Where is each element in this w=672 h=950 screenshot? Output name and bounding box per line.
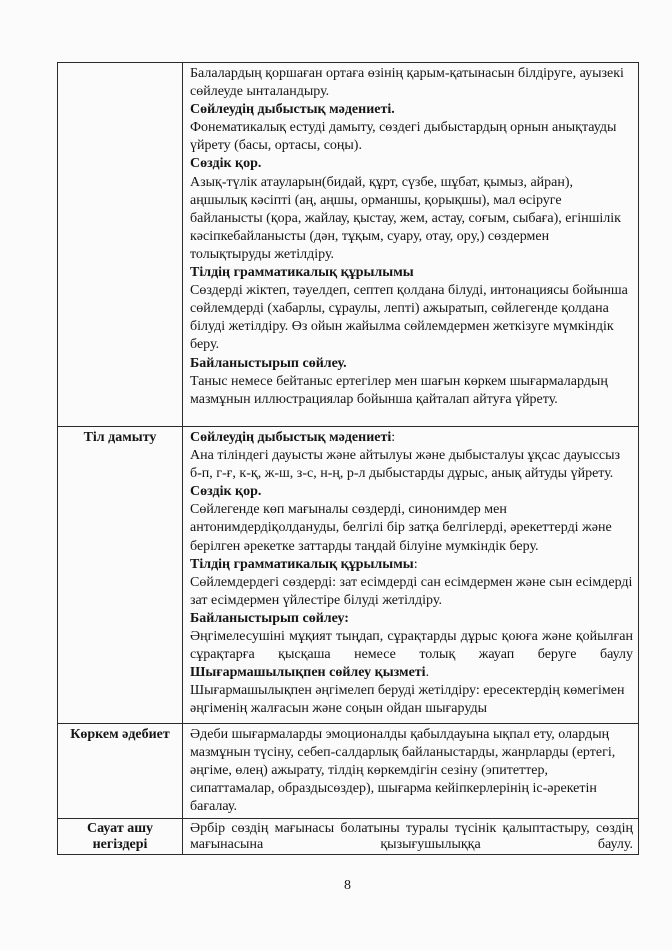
bold-heading-text: Тілдің грамматикалық құрылымы: [190, 265, 414, 281]
row-label-cell: [58, 427, 183, 724]
paragraph: [190, 355, 633, 373]
text-segment: Сөйлегенде көп мағыналы сөздерді, синонимдер мен антонимдердіқолдануды, белгілі бір затқа белгілерді, әрекеттерді және берілген әрекетке заттарды таңдай білуіне мумкіндік беру.: [190, 502, 612, 554]
text-segment: Ана тіліндегі дауысты және айтылуы және дыбысталуы ұқсас дауыссыз б-п, г-ғ, к-қ, ж-ш, з-с, н-ң, р-л дыбыстарды дұрыс, анық айтуды үйрету.: [190, 448, 621, 482]
paragraph: [190, 174, 633, 264]
paragraph: [190, 264, 633, 282]
row-label: Тіл дамыту: [83, 430, 157, 445]
text-segment: .: [425, 665, 430, 681]
bold-heading-text: Сөйлеудің дыбыстық мәдениеті: [190, 430, 392, 445]
paragraph: [190, 501, 633, 555]
paragraph: [190, 556, 633, 574]
bold-heading-text: Байланыстырып сөйлеу.: [190, 355, 347, 371]
text-segment: :: [413, 556, 418, 572]
paragraph: [190, 373, 633, 409]
table-row: [58, 819, 639, 855]
paragraph: [190, 726, 633, 816]
table-row: [58, 724, 639, 819]
bold-heading-text: Байланыстырып сөйлеу:: [190, 610, 349, 626]
paragraph: [190, 628, 633, 664]
bold-heading-text: Сөйлеудің дыбыстық мәдениеті.: [190, 102, 395, 118]
table-row: [58, 63, 639, 427]
row-content-cell: [183, 819, 639, 855]
text-segment: Таныс немесе бейтаныс ертегілер мен шағын көркем шығармалардың мазмұнын иллюстрациялар бойынша қайталап айтуға үйрету.: [190, 373, 608, 407]
paragraph: [190, 65, 633, 101]
paragraph: [190, 119, 633, 155]
paragraph: [190, 682, 633, 718]
table-row: [58, 427, 639, 724]
bold-heading-text: Тілдің грамматикалық құрылымы: [190, 556, 414, 572]
row-label: Көркем әдебиет: [70, 727, 170, 742]
paragraph: [190, 155, 633, 173]
paragraph: [190, 282, 633, 354]
text-segment: Әрбір сөздің мағынасы болатыны туралы түсінік қалыптастыру, сөздің мағынасына қызығушылыққа баулу.: [190, 821, 633, 852]
row-label-cell: [58, 63, 183, 427]
text-segment: Балалардың қоршаған ортаға өзінің қарым-қатынасын білдіруге, ауызекі сөйлеуде ынталандыру.: [190, 66, 624, 100]
paragraph: [190, 483, 633, 501]
bold-heading-text: Шығармашылықпен сөйлеу қызметі: [190, 665, 426, 681]
row-label-cell: [58, 724, 183, 819]
text-segment: Фонематикалық естуді дамыту, сөздегі дыбыстардың орнын анықтауды үйрету (басы, ортасы, соңы).: [190, 120, 617, 154]
row-content-cell: [183, 724, 639, 819]
paragraph: [190, 574, 633, 610]
row-content-cell: [183, 63, 639, 427]
paragraph: [190, 821, 633, 852]
curriculum-table: [57, 62, 639, 855]
text-segment: Әңгімелесушіні мұқият тыңдап, сұрақтарды дұрыс қоюға және қойылған сұрақтарға қысқаша немесе толық жауап беруге баулу: [190, 629, 633, 663]
paragraph: [190, 429, 633, 447]
paragraph: [190, 101, 633, 119]
row-label-cell: [58, 819, 183, 855]
text-segment: Азық-түлік атауларын(бидай, құрт, сүзбе, шұбат, қымыз, айран), аңшылық кәсіпті (аң, аңшы, орманшы, қорықшы), мал өсіруге байланысты (қора, жайлау, қыстау, жем, астау, соғым, сыбаға), егіншілік кәсіпкебайланысты (дән, тұқым, суару, отау, ору,) сөздермен толықтыруды жетілдіру.: [190, 174, 621, 262]
text-segment: Сөздерді жіктеп, тәуелдеп, септеп қолдана білуді, интонациясы бойынша сөйлемдерді (хабарлы, сұраулы, лепті) ажыратып, сөйлегенде қолдана білуді жетілдіру. Өз ойын жайылма сөйлемдермен жеткізуге мүмкіндік беру.: [190, 283, 628, 353]
bold-heading-text: Сөздік қор.: [190, 484, 262, 500]
curriculum-table-body: [58, 63, 639, 855]
text-segment: Сөйлемдердегі сөздерді: зат есімдерді сан есімдермен және сын есімдерді зат есімдермен үйлестіре білуді жетілдіру.: [190, 574, 633, 608]
text-segment: Шығармашылықпен әңгімелеп беруді жетілдіру: ересектердің көмегімен әңгіменің жалғасын және соңын ойдан шығаруды: [190, 683, 625, 717]
paragraph: [190, 610, 633, 628]
text-segment: Әдеби шығармаларды эмоционалды қабылдауына ықпал ету, олардың мазмұнын түсіну, себеп-салдарлық байланыстарды, жанрларды (ертегі, әңгіме, өлең) ажырату, тілдің көркемдігін сезіну (эпитеттер, сипаттамалар, образдысөздер), шығарма кейіпкерлерінің іс-әрекетін бағалау.: [190, 727, 616, 815]
page-number: 8: [344, 878, 351, 893]
text-segment: :: [391, 430, 396, 445]
row-label: Сауат ашу негіздері: [86, 821, 154, 852]
row-content-cell: [183, 427, 639, 724]
paragraph: [190, 447, 633, 483]
paragraph: [190, 664, 633, 682]
bold-heading-text: Сөздік қор.: [190, 156, 262, 172]
